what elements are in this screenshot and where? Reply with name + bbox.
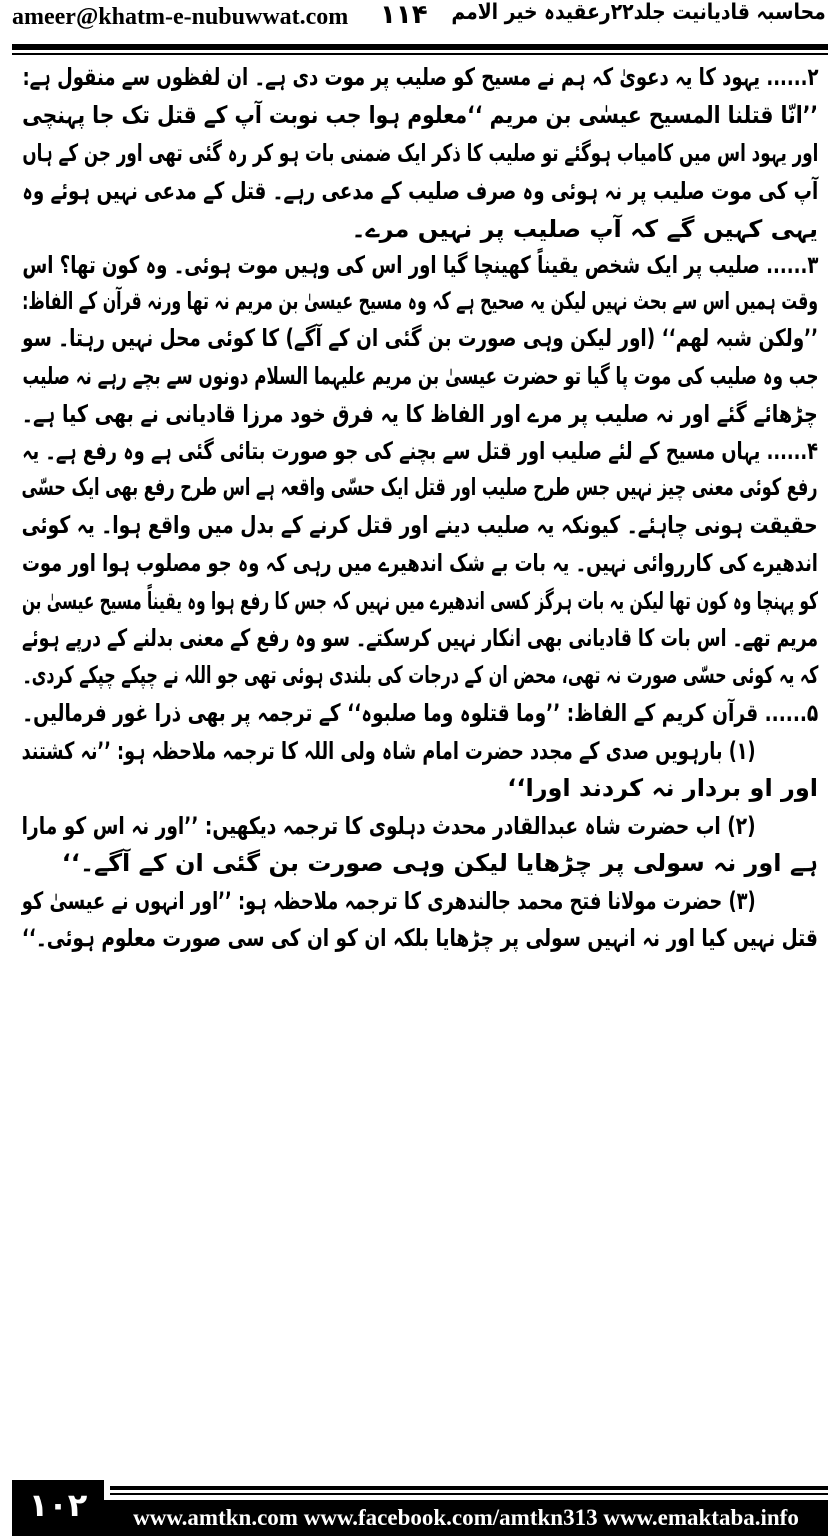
text-line-content: حقیقت ہونی چاہئے۔ کیونکہ یہ صلیب دینے اور قتل کرنے کے بدل میں واقع ہوا۔ یہ کوئی xyxy=(22,511,818,539)
text-line-content: وقت ہمیں اس سے بحث نہیں لیکن یہ صحیح ہے کہ وہ مسیح عیسیٰ بن مریم نہ تھا ورنہ قرآن کے الفاظ: xyxy=(22,287,818,315)
text-line-content: (۱) بارہویں صدی کے مجدد حضرت امام شاہ ولی اللہ کا ترجمہ ملاحظہ ہو: ’’نہ کشتند xyxy=(22,737,756,765)
text-line xyxy=(22,470,818,504)
text-line-content: آپ کی موت صلیب پر نہ ہوئی وہ صرف صلیب کے مدعی رہے۔ قتل کے مدعی نہیں ہوئے وہ xyxy=(22,177,818,205)
header-rule xyxy=(12,44,828,50)
text-line xyxy=(22,921,818,955)
text-line xyxy=(22,546,818,580)
text-line xyxy=(22,508,818,542)
text-line xyxy=(22,321,818,355)
footer-rule xyxy=(110,1486,828,1490)
text-line xyxy=(22,771,818,805)
text-line-content: (۲) اب حضرت شاہ عبدالقادر محدث دہلوی کا ترجمہ دیکھیں: ’’اور نہ اس کو مارا xyxy=(22,812,756,840)
text-line-content: (۳) حضرت مولانا فتح محمد جالندھری کا ترجمہ ملاحظہ ہو: ’’اور انہوں نے عیسیٰ کو xyxy=(22,887,756,915)
text-line xyxy=(22,248,818,282)
footer-rule xyxy=(110,1493,828,1495)
text-line-content: ’’انّا قتلنا المسیح عیسٰی بن مریم ‘‘معلوم ہوا جب نوبت آپ کے قتل تک جا پہنچی xyxy=(22,101,818,129)
text-line-content: مریم تھے۔ اس بات کا قادیانی بھی انکار نہیں کرسکتے۔ سو وہ رفع کے معنی بدلنے کے درپے ہوئے xyxy=(22,624,818,652)
text-line xyxy=(22,621,818,655)
text-line xyxy=(22,284,818,318)
text-line-content: اور یہود اس میں کامیاب ہوگئے تو صلیب کا ذکر ایک ضمنی بات ہو کر رہ گئی تھی اور جن کے ہاں xyxy=(22,139,818,167)
text-line-content: چڑھائے گئے اور نہ صلیب پر مرے اور الفاظ کا یہ فرق خود مرزا قادیانی نے بھی کیا ہے۔ xyxy=(22,400,818,428)
text-line xyxy=(22,884,756,918)
footer-websites: www.amtkn.com www.facebook.com/amtkn313 www.emaktaba.info xyxy=(104,1500,828,1536)
text-line-content: یہی کہیں گے کہ آپ صلیب پر نہیں مرے۔ xyxy=(351,215,818,243)
text-line-content: ۲...... یہود کا یہ دعویٰ کہ ہم نے مسیح کو صلیب پر موت دی ہے۔ ان لفظوں سے منقول ہے: xyxy=(22,63,818,91)
text-line-content: اندھیرے کی کارروائی نہیں۔ یہ بات بے شک اندھیرے میں رہی کہ وہ جو مصلوب ہوا اور موت xyxy=(22,549,818,577)
text-line xyxy=(22,846,818,880)
text-line xyxy=(22,359,818,393)
text-line-content: کہ یہ کوئی حسّی صورت نہ تھی، محض ان کے درجات کی بلندی ہوئی تھی جو اللہ نے چپکے چپکے کردی۔ xyxy=(22,661,818,689)
text-line-content: جب وہ صلیب کی موت پا گیا تو حضرت عیسیٰ بن مریم علیہما السلام دونوں سے بچے رہے نہ صلیب xyxy=(22,362,818,390)
text-line-content: اور او بردار نہ کردند اورا‘‘ xyxy=(507,774,818,802)
text-line xyxy=(22,174,818,208)
text-line xyxy=(22,434,818,468)
text-line xyxy=(22,397,818,431)
text-line-content: ۵...... قرآن کریم کے الفاظ: ’’وما قتلوہ وما صلبوہ‘‘ کے ترجمہ پر بھی ذرا غور فرمالیں۔ xyxy=(22,699,818,727)
text-line-content: کو پہنچا وہ کون تھا لیکن یہ بات ہرگز کسی اندھیرے میں نہیں کہ جس کا رفع ہوا وہ یقیناً مسیح عیسیٰ بن xyxy=(22,587,818,615)
text-line xyxy=(22,696,818,730)
footer-page-number: ۱۰۲ xyxy=(12,1480,104,1536)
header-rule xyxy=(12,53,828,55)
text-line xyxy=(22,658,818,692)
text-line-content: رفع کوئی معنی چیز نہیں جس طرح صلیب اور قتل ایک حسّی واقعہ ہے اس طرح رفع بھی ایک حسّی xyxy=(21,473,818,501)
text-line-content: ہے اور نہ سولی پر چڑھایا لیکن وہی صورت بن گئی ان کے آگے۔‘‘ xyxy=(61,849,818,877)
text-line xyxy=(22,809,756,843)
text-line xyxy=(22,60,818,94)
text-line-content: قتل نہیں کیا اور نہ انہیں سولی پر چڑھایا بلکہ ان کو ان کی سی صورت معلوم ہوئی۔‘‘ xyxy=(22,924,818,952)
text-line-content: ۴...... یہاں مسیح کے لئے صلیب اور قتل سے بچنے کی جو صورت بتائی گئی ہے وہ رفع ہے۔ یہ xyxy=(22,437,818,465)
text-line-content: ۳...... صلیب پر ایک شخص یقیناً کھینچا گیا اور اس کی وہیں موت ہوئی۔ وہ کون تھا؟ اس xyxy=(22,251,818,279)
header-page-number: ۱۱۴ xyxy=(380,0,428,30)
text-line xyxy=(22,734,756,768)
text-line xyxy=(22,584,818,618)
text-line xyxy=(22,136,818,170)
header-book-title: محاسبہ قادیانیت جلد۲۲رعقیدہ خیر الامم xyxy=(451,0,826,25)
text-line-content: ’’ولکن شبہ لھم‘‘ (اور لیکن وہی صورت بن گئی ان کے آگے) کا کوئی محل نہیں رہتا۔ سو xyxy=(22,324,818,352)
text-line xyxy=(22,98,818,132)
text-line xyxy=(22,212,818,246)
header-email: ameer@khatm-e-nubuwwat.com xyxy=(12,4,349,30)
